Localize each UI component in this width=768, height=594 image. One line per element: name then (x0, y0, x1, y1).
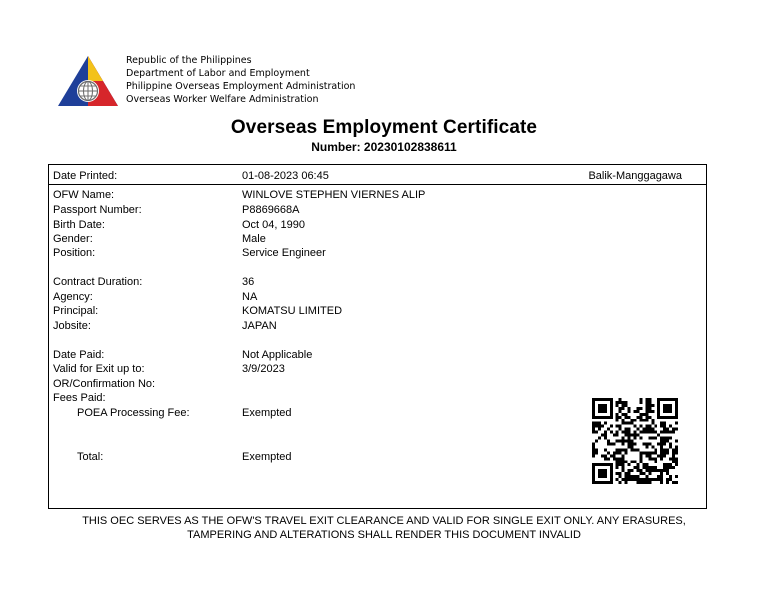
agency-line: Philippine Overseas Employment Administration (126, 81, 356, 92)
agency-line: Department of Labor and Employment (126, 68, 310, 79)
gender-value: Male (242, 233, 266, 245)
gender-label: Gender: (53, 233, 93, 245)
dole-logo (57, 55, 119, 107)
ofw-name-label: OFW Name: (53, 189, 115, 201)
agency-label: Agency: (53, 291, 93, 303)
ofw-name-value: WINLOVE STEPHEN VIERNES ALIP (242, 189, 426, 201)
valid-exit-label: Valid for Exit up to: (53, 363, 145, 375)
position-value: Service Engineer (242, 247, 326, 259)
total-value: Exempted (242, 451, 292, 463)
certificate-details-box (48, 164, 707, 509)
jobsite-label: Jobsite: (53, 320, 91, 332)
certificate-number: Number: 20230102838611 (311, 140, 457, 154)
date-paid-label: Date Paid: (53, 349, 105, 361)
agency-line: Republic of the Philippines (126, 55, 252, 66)
contract-duration-label: Contract Duration: (53, 276, 143, 288)
date-printed-label: Date Printed: (53, 170, 118, 182)
birth-date-value: Oct 04, 1990 (242, 219, 305, 231)
footer-line: THIS OEC SERVES AS THE OFW'S TRAVEL EXIT CLEARANCE AND VALID FOR SINGLE EXIT ONLY. ANY ERASURES, (82, 515, 686, 527)
divider (49, 184, 706, 185)
oec-category: Balik-Manggagawa (588, 170, 682, 182)
passport-value: P8869668A (242, 204, 300, 216)
footer-notice (40, 514, 728, 542)
agency-value: NA (242, 291, 258, 303)
contract-duration-value: 36 (242, 276, 255, 288)
passport-label: Passport Number: (53, 204, 142, 216)
qr-code-icon (592, 398, 678, 484)
valid-exit-value: 3/9/2023 (242, 363, 285, 375)
footer-line: TAMPERING AND ALTERATIONS SHALL RENDER THIS DOCUMENT INVALID (187, 529, 581, 541)
birth-date-label: Birth Date: (53, 219, 105, 231)
poea-fee-label: POEA Processing Fee: (77, 407, 190, 419)
principal-value: KOMATSU LIMITED (242, 305, 343, 317)
principal-label: Principal: (53, 305, 99, 317)
agency-line: Overseas Worker Welfare Administration (126, 94, 319, 105)
document-title: Overseas Employment Certificate (230, 117, 538, 138)
agency-header (126, 54, 355, 106)
position-label: Position: (53, 247, 96, 259)
poea-fee-value: Exempted (242, 407, 292, 419)
or-confirmation-label: OR/Confirmation No: (53, 378, 156, 390)
total-label: Total: (77, 451, 104, 463)
date-paid-value: Not Applicable (242, 349, 313, 361)
fees-paid-label: Fees Paid: (53, 392, 106, 404)
date-printed-value: 01-08-2023 06:45 (242, 170, 329, 182)
jobsite-value: JAPAN (242, 320, 277, 332)
